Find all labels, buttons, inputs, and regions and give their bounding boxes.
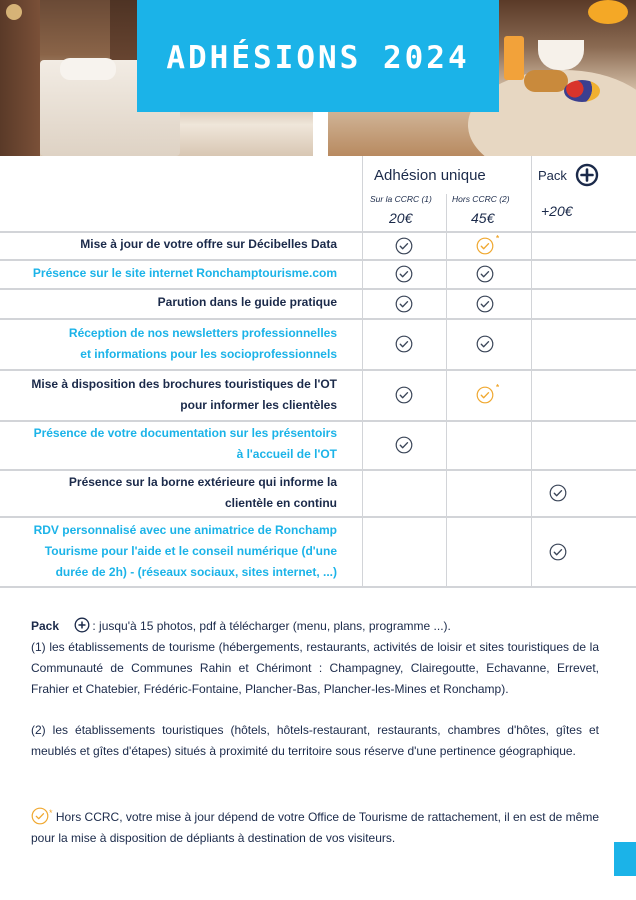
- row-label-line: Parution dans le guide pratique: [157, 295, 337, 309]
- row-divider: [0, 288, 636, 290]
- row-label-line: et informations pour les socioprofessionnels: [80, 347, 337, 361]
- check-circle-icon: [395, 237, 413, 255]
- title-banner: [137, 0, 499, 112]
- page-title: ADHÉSIONS 2024: [166, 40, 470, 76]
- note-3-star: *: [49, 808, 53, 818]
- check-circle-icon: [395, 436, 413, 454]
- row-label-line: Présence de votre documentation sur les présentoirs: [33, 426, 337, 440]
- column-divider: [446, 194, 447, 587]
- row-label: [31, 374, 337, 416]
- row-label: [69, 472, 337, 514]
- row-divider: [0, 369, 636, 371]
- plus-circle-icon: [575, 163, 599, 187]
- note-2: (2) les établissements touristiques (hôtels, hôtels-restaurant, restaurants, chambres d'hôtes, gîtes et meublés et gîtes d'étapes) situés à proximité du territoire sous réserve d'une pertinence géographique.: [31, 723, 599, 758]
- row-label-line: clientèle en continu: [224, 496, 337, 510]
- pack-note-text: : jusqu'à 15 photos, pdf à télécharger (menu, plans, programme ...).: [92, 619, 451, 633]
- row-label-line: Mise à disposition des brochures touristiques de l'OT: [31, 377, 337, 391]
- check-circle-icon: [476, 295, 494, 313]
- column-divider: [362, 156, 363, 587]
- row-label-line: durée de 2h) - (réseaux sociaux, sites internet, ...): [55, 565, 337, 579]
- row-label: [80, 234, 337, 255]
- check-circle-icon: [395, 265, 413, 283]
- col-hors-price: 45€: [471, 210, 495, 226]
- plus-circle-icon: [74, 617, 90, 633]
- row-label-line: Réception de nos newsletters professionnelles: [68, 326, 337, 340]
- row-label: [34, 423, 337, 465]
- adhesion-unique-heading: Adhésion unique: [374, 167, 486, 184]
- note-3: Hors CCRC, votre mise à jour dépend de votre Office de Tourisme de rattachement, il en est de même pour la mise à disposition de dépliants à destination de vos visiteurs.: [31, 810, 599, 845]
- footnote-star: *: [496, 234, 500, 243]
- row-divider: [0, 516, 636, 518]
- row-label: [158, 292, 337, 313]
- col-ccrc-price: 20€: [389, 210, 413, 226]
- row-label-line: Présence sur la borne extérieure qui informe la: [68, 475, 337, 489]
- row-divider: [0, 420, 636, 422]
- row-label: [34, 520, 337, 583]
- corner-accent: [614, 842, 636, 876]
- row-divider: [0, 231, 636, 233]
- check-circle-orange-icon: [31, 807, 49, 825]
- check-circle-orange-icon: [476, 237, 494, 255]
- column-divider: [531, 156, 532, 587]
- row-label-line: Tourisme pour l'aide et le conseil numérique (d'une: [44, 544, 337, 558]
- footnote-star: *: [496, 383, 500, 392]
- row-divider: [0, 259, 636, 261]
- row-divider: [0, 586, 636, 588]
- row-label-line: à l'accueil de l'OT: [236, 447, 337, 461]
- row-divider: [0, 469, 636, 471]
- col-hors-label: Hors CCRC (2): [452, 194, 510, 204]
- check-circle-icon: [395, 295, 413, 313]
- check-circle-icon: [395, 386, 413, 404]
- pack-note: [31, 616, 599, 700]
- row-label-line: pour informer les clientèles: [180, 398, 337, 412]
- col-ccrc-label: Sur la CCRC (1): [370, 194, 432, 204]
- row-label-line: Présence sur le site internet Ronchamptourisme.com: [32, 266, 337, 280]
- pack-heading: Pack: [538, 168, 567, 183]
- check-circle-icon: [395, 335, 413, 353]
- row-label-line: Mise à jour de votre offre sur Décibelles Data: [80, 237, 337, 251]
- note-3-block: [31, 803, 599, 849]
- check-circle-icon: [549, 484, 567, 502]
- check-circle-icon: [476, 335, 494, 353]
- note-1: (1) les établissements de tourisme (hébergements, restaurants, activités de loisir et sites touristiques de la Communauté de Communes Rahin et Chérimont : Champagney, Clairegoutte, Echavanne, Errevet, Frahier et Chatebier, Frédéric-Fontaine, Plancher-Bas, Plancher-les-Mines et Ronchamp).: [31, 640, 599, 696]
- check-circle-orange-icon: [476, 386, 494, 404]
- row-label-line: RDV personnalisé avec une animatrice de Ronchamp: [33, 523, 337, 537]
- pack-price: +20€: [541, 203, 573, 219]
- row-divider: [0, 318, 636, 320]
- check-circle-icon: [476, 265, 494, 283]
- row-label: [33, 263, 337, 284]
- row-label: [69, 323, 337, 365]
- pack-note-label: Pack: [31, 619, 60, 633]
- check-circle-icon: [549, 543, 567, 561]
